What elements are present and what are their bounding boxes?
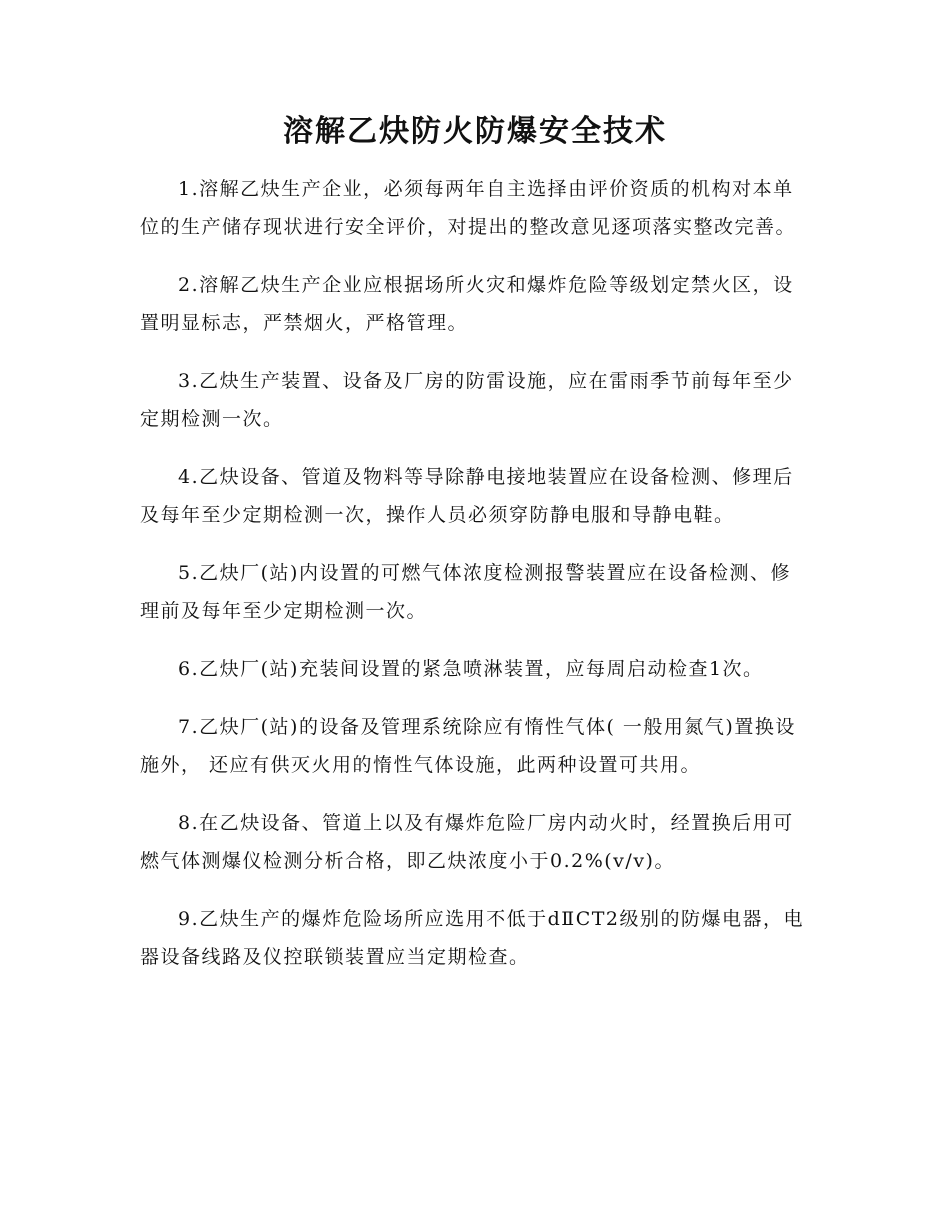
document-title: 溶解乙炔防火防爆安全技术	[283, 114, 667, 149]
paragraph-2: 2.溶解乙炔生产企业应根据场所火灾和爆炸危险等级划定禁火区，设置明显标志，严禁烟火，严格管理。	[140, 274, 794, 334]
paragraph-4: 4.乙炔设备、管道及物料等导除静电接地装置应在设备检测、修理后及每年至少定期检测一次，操作人员必须穿防静电服和导静电鞋。	[140, 466, 794, 526]
paragraph-5: 5.乙炔厂(站)内设置的可燃气体浓度检测报警装置应在设备检测、修理前及每年至少定期检测一次。	[140, 562, 791, 622]
paragraph-6: 6.乙炔厂(站)充装间设置的紧急喷淋装置，应每周启动检查1次。	[178, 658, 764, 680]
paragraph-3: 3.乙炔生产装置、设备及厂房的防雷设施，应在雷雨季节前每年至少定期检测一次。	[140, 370, 794, 430]
paragraph-1: 1.溶解乙炔生产企业，必须每两年自主选择由评价资质的机构对本单位的生产储存现状进行安全评价，对提出的整改意见逐项落实整改完善。	[140, 178, 797, 238]
paragraph-8: 8.在乙炔设备、管道上以及有爆炸危险厂房内动火时，经置换后用可燃气体测爆仪检测分析合格，即乙炔浓度小于0.2%(v/v)。	[140, 812, 794, 872]
paragraph-9: 9.乙炔生产的爆炸危险场所应选用不低于dⅡCT2级别的防爆电器，电器设备线路及仪控联锁装置应当定期检查。	[140, 908, 805, 968]
document-body	[140, 170, 810, 976]
paragraph-7: 7.乙炔厂(站)的设备及管理系统除应有惰性气体( 一般用氮气)置换设施外， 还应有供灭火用的惰性气体设施，此两种设置可共用。	[140, 716, 796, 776]
